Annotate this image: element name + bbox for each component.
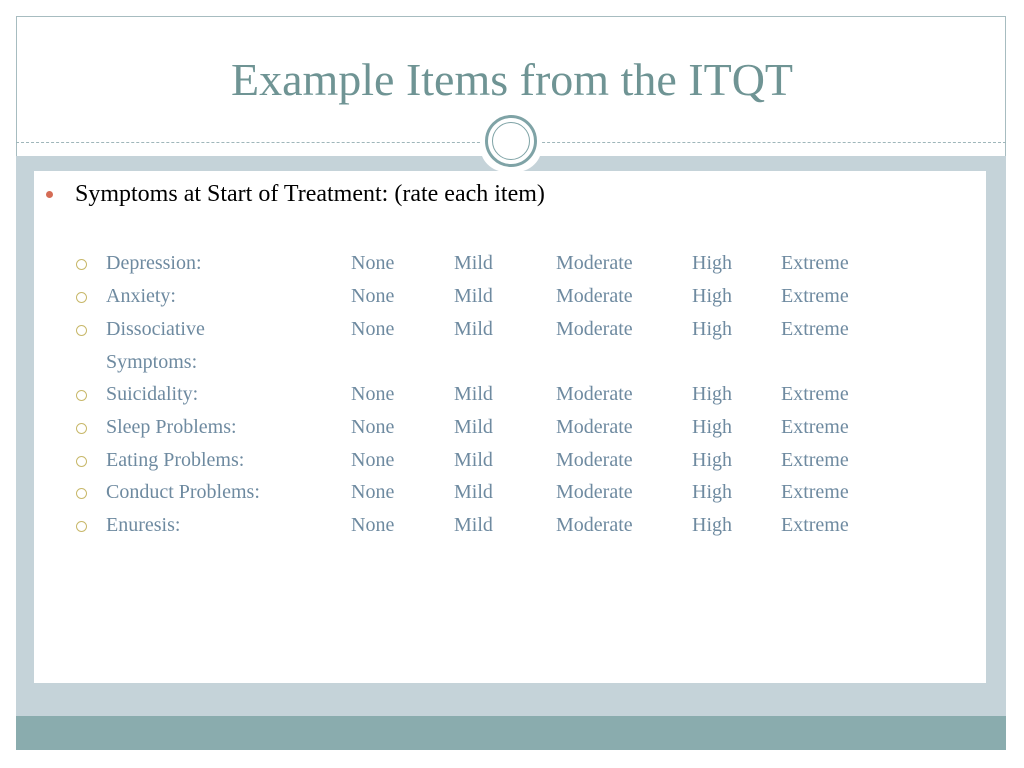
- rating-option: None: [351, 416, 395, 438]
- rating-option: None: [351, 252, 395, 274]
- rating-option: None: [351, 481, 395, 503]
- slide-title: Example Items from the ITQT: [230, 54, 794, 105]
- rating-option: None: [351, 514, 395, 536]
- bullet-dot-icon: [46, 191, 53, 198]
- rating-option: High: [692, 252, 732, 274]
- item-label: Dissociative: [106, 318, 205, 340]
- item-label: Eating Problems:: [106, 449, 245, 471]
- rating-option: Extreme: [781, 285, 849, 307]
- rating-option: Moderate: [556, 285, 633, 307]
- rating-option: Extreme: [781, 481, 849, 503]
- hollow-circle-bullet-icon: [76, 521, 87, 532]
- rating-option: Moderate: [556, 252, 633, 274]
- rating-option: None: [351, 285, 395, 307]
- hollow-circle-bullet-icon: [76, 488, 87, 499]
- rating-option: High: [692, 383, 732, 405]
- hollow-circle-bullet-icon: [76, 390, 87, 401]
- hollow-circle-bullet-icon: [76, 292, 87, 303]
- ornament-ring: [485, 115, 537, 167]
- item-label: Sleep Problems:: [106, 416, 237, 438]
- rating-option: High: [692, 514, 732, 536]
- rating-option: Moderate: [556, 416, 633, 438]
- rating-option: None: [351, 449, 395, 471]
- footer-bar: [16, 716, 1006, 750]
- rating-option: High: [692, 449, 732, 471]
- rating-option: High: [692, 481, 732, 503]
- rating-option: High: [692, 318, 732, 340]
- item-label: Enuresis:: [106, 514, 181, 536]
- rating-option: Moderate: [556, 383, 633, 405]
- hollow-circle-bullet-icon: [76, 259, 87, 270]
- hollow-circle-bullet-icon: [76, 456, 87, 467]
- rating-option: Moderate: [556, 481, 633, 503]
- item-label: Conduct Problems:: [106, 481, 260, 503]
- rating-option: Extreme: [781, 514, 849, 536]
- rating-option: Extreme: [781, 449, 849, 471]
- rating-option: Mild: [454, 416, 493, 438]
- ornament-inner-ring: [492, 122, 530, 160]
- rating-option: Moderate: [556, 514, 633, 536]
- rating-option: None: [351, 383, 395, 405]
- item-label: Anxiety:: [106, 285, 176, 307]
- rating-option: Mild: [454, 449, 493, 471]
- rating-option: Moderate: [556, 449, 633, 471]
- item-label: Depression:: [106, 252, 202, 274]
- rating-option: Extreme: [781, 416, 849, 438]
- rating-option: Extreme: [781, 318, 849, 340]
- rating-option: Mild: [454, 514, 493, 536]
- rating-option: Mild: [454, 481, 493, 503]
- rating-option: Mild: [454, 318, 493, 340]
- item-label: Suicidality:: [106, 383, 199, 405]
- rating-option: High: [692, 416, 732, 438]
- circle-ornament-icon: [480, 110, 542, 172]
- rating-option: Mild: [454, 252, 493, 274]
- rating-option: None: [351, 318, 395, 340]
- item-label-line2: Symptoms:: [106, 351, 198, 373]
- main-bullet-text: Symptoms at Start of Treatment: (rate each item): [75, 181, 545, 207]
- rating-option: Moderate: [556, 318, 633, 340]
- rating-option: High: [692, 285, 732, 307]
- rating-option: Extreme: [781, 252, 849, 274]
- rating-option: Mild: [454, 383, 493, 405]
- hollow-circle-bullet-icon: [76, 325, 87, 336]
- rating-option: Mild: [454, 285, 493, 307]
- hollow-circle-bullet-icon: [76, 423, 87, 434]
- rating-option: Extreme: [781, 383, 849, 405]
